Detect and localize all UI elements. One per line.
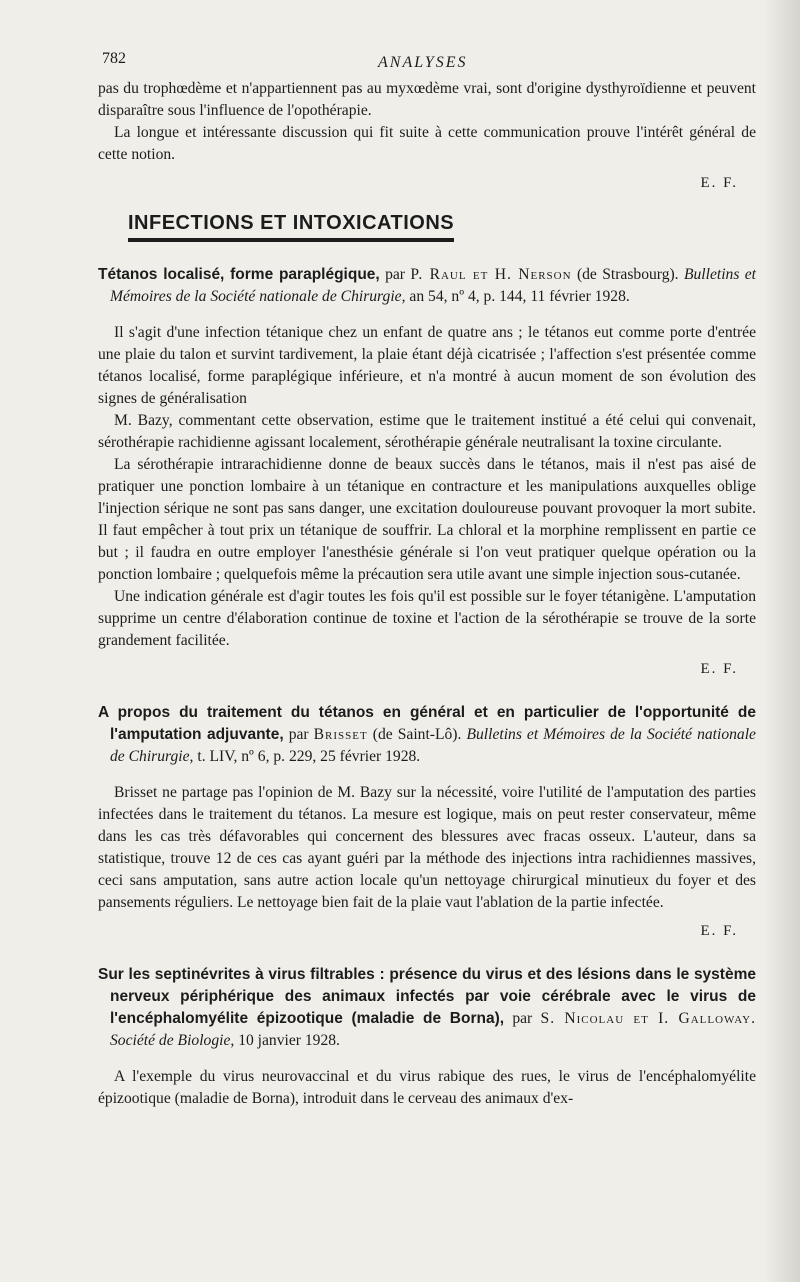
page-edge-shadow [764, 0, 800, 1282]
article-2-authors: Brisset [313, 726, 368, 743]
article-3 [98, 964, 756, 1110]
article-3-title: Sur les septinévrites à virus filtrables : présence du virus et des lésions dans le système nerveux périphérique des animaux infectés par voie cérébrale avec le virus de l'encéphalomyélite épizootique (maladie de Borna), [98, 966, 756, 1027]
article-1-title: Tétanos localisé, forme paraplégique, [98, 266, 380, 283]
intro-signature: E. F. [700, 175, 738, 191]
article-3-by: par [512, 1010, 533, 1027]
article-3-authors: S. Nicolau et I. Galloway. [540, 1010, 756, 1027]
article-2-title: A propos du traitement du tétanos en général et en particulier de l'opportunité de l'amputation adjuvante, [98, 704, 756, 743]
article-1-paragraph-1: Il s'agit d'une infection tétanique chez un enfant de quatre ans ; le tétanos eut comme porte d'entrée une plaie du talon et survint tardivement, la plaie étant déjà cicatrisée ; l'affection s'est présentée comme tétanos localisé, forme paraplégique inférieure, et n'a montré à aucun moment de son évolution des signes de généralisation [98, 324, 756, 407]
article-1-journal: Bulletins et Mémoires de la Société nationale de Chirurgie, [110, 266, 757, 305]
article-2-paragraph-1: Brisset ne partage pas l'opinion de M. Bazy sur la nécessité, voire l'utilité de l'amputation des parties infectées dans le traitement du tétanos. La mesure est logique, mais on peut rester conservateur, même dans les cas très défavorables qui concernent des blessures avec fracas osseux. L'auteur, dans sa statistique, trouve 12 de ces cas ayant guéri par la méthode des injections intra rachidiennes massives, ceci sans amputation, sans autre action locale qu'un nettoyage chirurgical minutieux du foyer et des pansements réguliers. Le nettoyage bien fait de la plaie vaut l'ablation de la partie infectée. [98, 784, 756, 911]
article-2 [98, 702, 756, 942]
article-1-paragraph-3: La sérothérapie intrarachidienne donne de beaux succès dans le tétanos, mais il n'est pas aisé de pratiquer une ponction lombaire à un tétanique en contracture et les manipulations auxquelles oblige l'injection sérique ne sont pas sans danger, une excitation douloureuse pouvant provoquer la mort subite. Il faut empêcher à tout prix un tétanique de souffrir. La chloral et la morphine remplissent en partie ce but ; il faudra en outre employer l'anesthésie générale si l'on veut pratiquer quelque opération ou la ponction lombaire ; quelquefois même la précaution sera utile avant une simple injection sous-cutanée. [98, 456, 756, 583]
intro-paragraph-1: pas du trophœdème et n'appartiennent pas au myxœdème vrai, sont d'origine dysthyroïdienne et peuvent disparaître sous l'influence de l'opothérapie. [98, 80, 756, 119]
article-1-reference: an 54, nº 4, p. 144, 11 février 1928. [409, 288, 630, 305]
article-3-heading [98, 964, 756, 1052]
article-1-paragraph-4: Une indication générale est d'agir toutes les fois qu'il est possible sur le foyer tétanigène. L'amputation supprime un centre d'élaboration continue de toxine et l'action de la sérothérapie se trouve de la sorte grandement facilitée. [98, 588, 756, 649]
article-3-journal: Société de Biologie, [110, 1032, 235, 1049]
article-2-reference: t. LIV, nº 6, p. 229, 25 février 1928. [197, 748, 421, 765]
article-1-authors: P. Raul et H. Nerson [410, 266, 572, 283]
section-title: INFECTIONS ET INTOXICATIONS [128, 212, 454, 242]
article-1-paragraph-2: M. Bazy, commentant cette observation, estime que le traitement institué a été celui qui convenait, sérothérapie rachidienne agissant localement, sérothérapie générale neutralisant la toxine circulante. [98, 412, 756, 451]
article-1-by: par [385, 266, 406, 283]
page-number: 782 [102, 50, 126, 67]
article-2-affiliation: (de Saint-Lô). [372, 726, 462, 743]
article-3-paragraph-1: A l'exemple du virus neurovaccinal et du virus rabique des rues, le virus de l'encéphalomyélite épizootique (maladie de Borna), introduit dans le cerveau des animaux d'ex- [98, 1068, 756, 1107]
intro-paragraph-2: La longue et intéressante discussion qui fit suite à cette communication prouve l'intérêt général de cette notion. [98, 124, 756, 163]
article-1 [98, 264, 756, 680]
article-3-reference: 10 janvier 1928. [238, 1032, 340, 1049]
page-header [98, 44, 756, 78]
article-1-heading [98, 264, 756, 308]
running-head: ANALYSES [378, 54, 468, 71]
article-2-journal: Bulletins et Mémoires de la Société nationale de Chirurgie, [110, 726, 756, 765]
article-1-affiliation: (de Strasbourg). [576, 266, 679, 283]
article-1-signature: E. F. [700, 661, 738, 677]
article-2-signature: E. F. [700, 923, 738, 939]
article-2-by: par [288, 726, 309, 743]
article-2-heading [98, 702, 756, 768]
